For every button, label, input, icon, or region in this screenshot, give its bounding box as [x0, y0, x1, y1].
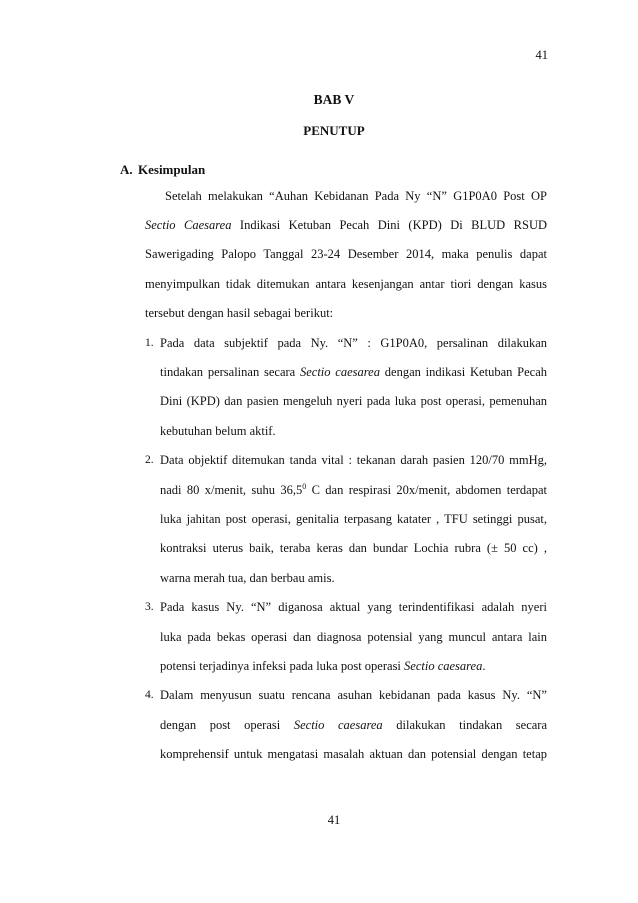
text-run: potensi terjadinya infeksi pada luka post operasi	[160, 659, 405, 673]
text-run: dengan post operasi	[160, 717, 294, 732]
italic-term: Sectio caesarea	[404, 659, 483, 673]
text-line	[145, 417, 547, 446]
text-run: nadi 80 x/menit, suhu 36,5	[160, 482, 303, 497]
text-line	[145, 182, 547, 211]
text-run: dilakukan tindakan secara	[382, 717, 547, 732]
text-run: kontraksi uterus baik, teraba keras dan bundar Lochia rubra (± 50 cc) ,	[160, 541, 547, 556]
text-run: warna merah tua, dan berbau amis.	[160, 570, 335, 585]
text-line	[145, 476, 547, 505]
chapter-number: BAB V	[313, 92, 355, 107]
list-item-number: 3.	[145, 601, 154, 614]
text-line	[145, 652, 547, 681]
text-run: kebutuhan belum aktif.	[160, 423, 276, 438]
conclusion-list	[145, 329, 547, 770]
list-item-2	[145, 446, 547, 593]
list-item-number: 2.	[145, 454, 154, 467]
text-run: luka pada bekas operasi dan diagnosa potensial yang muncul antara lain	[160, 629, 547, 644]
list-item-3	[145, 593, 547, 681]
text-run: tindakan persalinan secara	[160, 364, 300, 379]
text-line	[145, 299, 547, 328]
text-line	[145, 505, 547, 534]
section-label: A.	[120, 162, 133, 177]
text-line	[145, 329, 547, 358]
chapter-title: PENUTUP	[303, 123, 365, 138]
italic-term: Sectio Caesarea	[145, 217, 232, 232]
italic-term: Sectio caesarea	[299, 364, 380, 379]
text-run: luka jahitan post operasi, genitalia terpasang katater , TFU setinggi pusat,	[160, 511, 547, 526]
text-run: dengan indikasi Ketuban Pecah	[379, 364, 547, 379]
text-run: Setelah melakukan “Auhan Kebidanan Pada Ny “N” G1P0A0 Post OP	[165, 188, 547, 203]
page-number-footer: 41	[327, 813, 341, 827]
list-item-number: 1.	[145, 336, 154, 349]
section-heading	[120, 163, 205, 177]
text-line	[145, 534, 547, 563]
text-run: komprehensif untuk mengatasi masalah aktuan dan potensial dengan tetap	[160, 747, 547, 762]
text-line	[145, 711, 547, 740]
text-line	[145, 387, 547, 416]
list-item-4	[145, 681, 547, 769]
text-run: Data objektif ditemukan tanda vital : tekanan darah pasien 120/70 mmHg,	[160, 453, 547, 468]
text-run: tersebut dengan hasil sebagai berikut:	[145, 306, 334, 321]
text-line	[145, 446, 547, 475]
text-run: menyimpulkan tidak ditemukan antara kesenjangan antar tiori dengan kasus	[145, 276, 547, 291]
text-run: Indikasi Ketuban Pecah Dini (KPD) Di BLUD RSUD	[231, 217, 547, 232]
text-run: Pada data subjektif pada Ny. “N” : G1P0A0, persalinan dilakukan	[160, 335, 547, 350]
text-run: Pada kasus Ny. “N” diganosa aktual yang terindentifikasi adalah nyeri	[160, 600, 547, 615]
superscript-text: 0	[302, 481, 307, 491]
text-run: C dan respirasi 20x/menit, abdomen terdapat	[306, 482, 547, 497]
text-line	[145, 564, 547, 593]
text-line	[145, 593, 547, 622]
list-item-1	[145, 329, 547, 447]
text-line	[145, 740, 547, 769]
text-run: Dalam menyusun suatu rencana asuhan kebidanan pada kasus Ny. “N”	[160, 688, 547, 703]
text-line	[145, 623, 547, 652]
text-line	[145, 681, 547, 710]
text-line	[145, 240, 547, 269]
text-line	[145, 270, 547, 299]
body-text	[145, 182, 547, 770]
text-line	[145, 211, 547, 240]
text-line	[145, 358, 547, 387]
list-item-number: 4.	[145, 689, 154, 702]
italic-term: Sectio caesarea	[293, 717, 383, 732]
intro-paragraph	[145, 182, 547, 329]
text-run: Dini (KPD) dan pasien mengeluh nyeri pada luka post operasi, pemenuhan	[160, 394, 547, 409]
text-run: Sawerigading Palopo Tanggal 23-24 Desember 2014, maka penulis dapat	[145, 247, 547, 262]
page-number-header: 41	[535, 48, 548, 62]
section-title: Kesimpulan	[138, 162, 206, 177]
text-run: .	[482, 659, 486, 673]
